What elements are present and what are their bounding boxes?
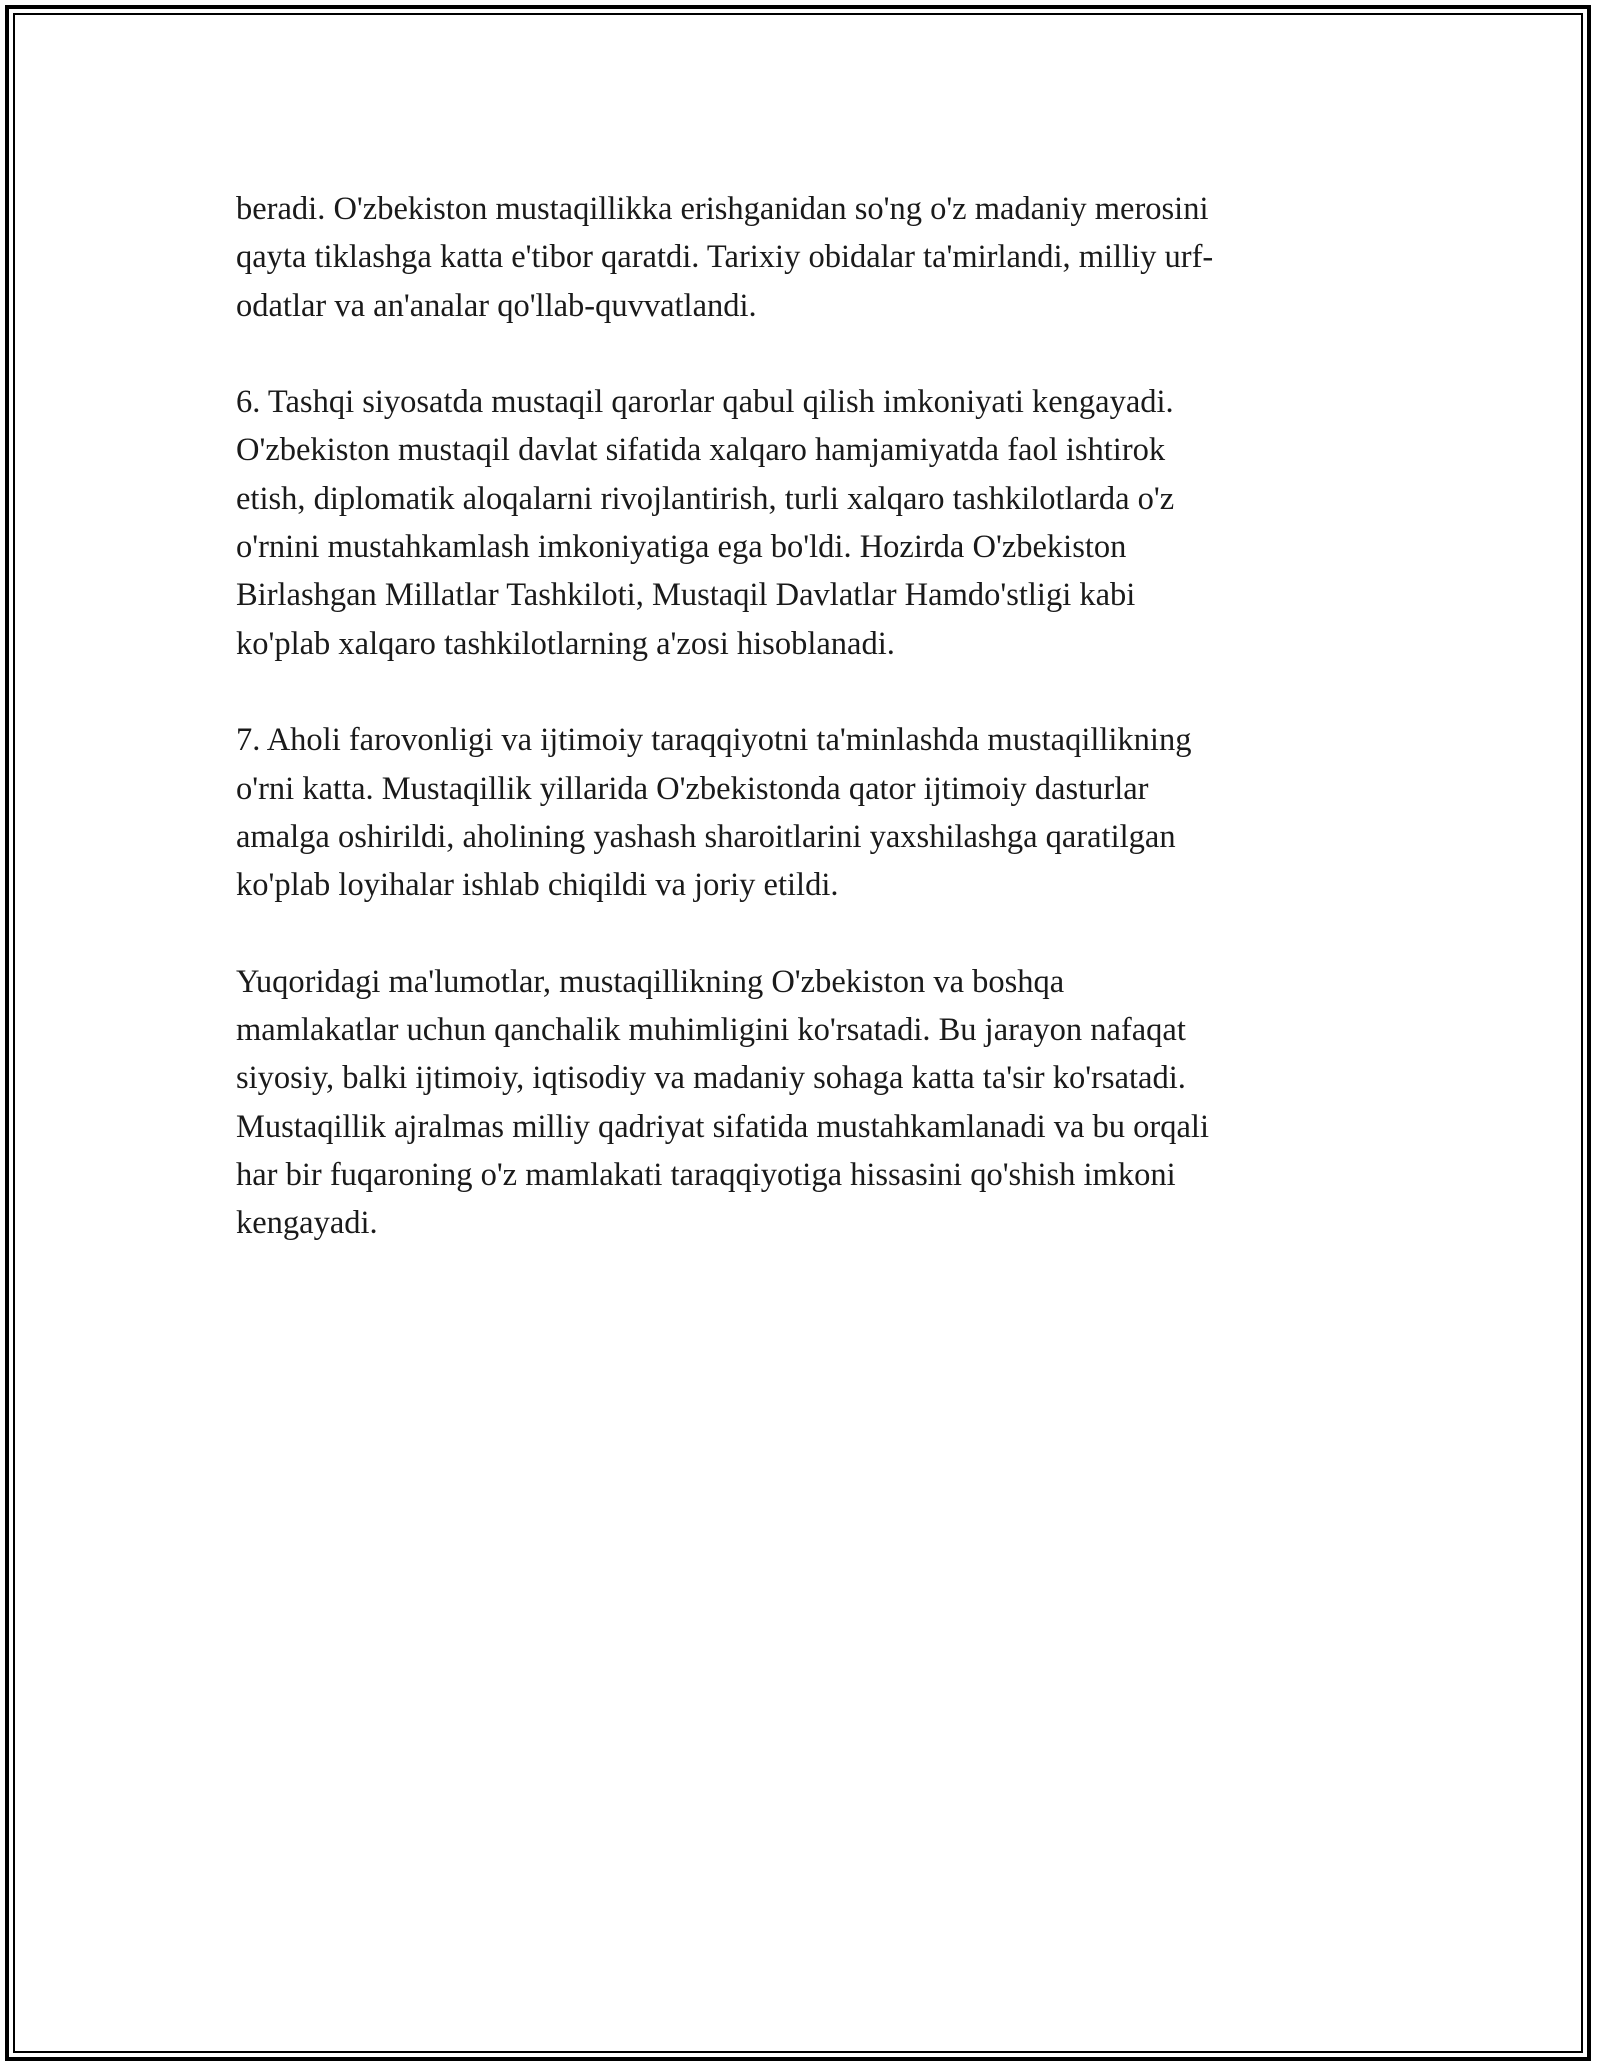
text-line: siyosiy, balki ijtimoiy, iqtisodiy va madaniy sohaga katta ta'sir ko'rsatadi.: [236, 1060, 1186, 1097]
text-line: o'rni katta. Mustaqillik yillarida O'zbekistonda qator ijtimoiy dasturlar: [236, 770, 1149, 807]
text-line: Birlashgan Millatlar Tashkiloti, Mustaqil Davlatlar Hamdo'stligi kabi: [236, 577, 1136, 614]
text-line: O'zbekiston mustaqil davlat sifatida xalqaro hamjamiyatda faol ishtirok: [236, 432, 1166, 469]
text-line: kengayadi.: [236, 1205, 378, 1242]
paragraph-foreign-policy: [236, 378, 1356, 668]
text-line: etish, diplomatik aloqalarni rivojlantirish, turli xalqaro tashkilotlarda o'z: [236, 480, 1175, 517]
text-line: Yuqoridagi ma'lumotlar, mustaqillikning O'zbekiston va boshqa: [236, 963, 1065, 1000]
text-line: mamlakatlar uchun qanchalik muhimligini ko'rsatadi. Bu jarayon nafaqat: [236, 1012, 1186, 1049]
paragraph-conclusion: [236, 958, 1356, 1248]
text-line: har bir fuqaroning o'z mamlakati taraqqiyotiga hissasini qo'shish imkoni: [236, 1156, 1176, 1193]
text-line: amalga oshirildi, aholining yashash sharoitlarini yaxshilashga qaratilgan: [236, 818, 1176, 855]
text-line: odatlar va an'analar qo'llab-quvvatlandi.: [236, 287, 757, 324]
text-line: ko'plab xalqaro tashkilotlarning a'zosi hisoblanadi.: [236, 625, 895, 662]
text-line: ko'plab loyihalar ishlab chiqildi va joriy etildi.: [236, 867, 839, 904]
text-line: 7. Aholi farovonligi va ijtimoiy taraqqiyotni ta'minlashda mustaqillikning: [236, 722, 1192, 759]
text-line: qayta tiklashga katta e'tibor qaratdi. Tarixiy obidalar ta'mirlandi, milliy urf-: [236, 239, 1214, 276]
text-line: o'rnini mustahkamlash imkoniyatiga ega bo'ldi. Hozirda O'zbekiston: [236, 529, 1127, 566]
paragraph-welfare: [236, 716, 1356, 909]
text-line: Mustaqillik ajralmas milliy qadriyat sifatida mustahkamlanadi va bu orqali: [236, 1108, 1209, 1145]
text-line: beradi. O'zbekiston mustaqillikka erishganidan so'ng o'z madaniy merosini: [236, 191, 1209, 227]
document-body: [236, 185, 1356, 1296]
text-line: 6. Tashqi siyosatda mustaqil qarorlar qabul qilish imkoniyati kengayadi.: [236, 384, 1174, 421]
paragraph-heritage: [236, 185, 1356, 330]
